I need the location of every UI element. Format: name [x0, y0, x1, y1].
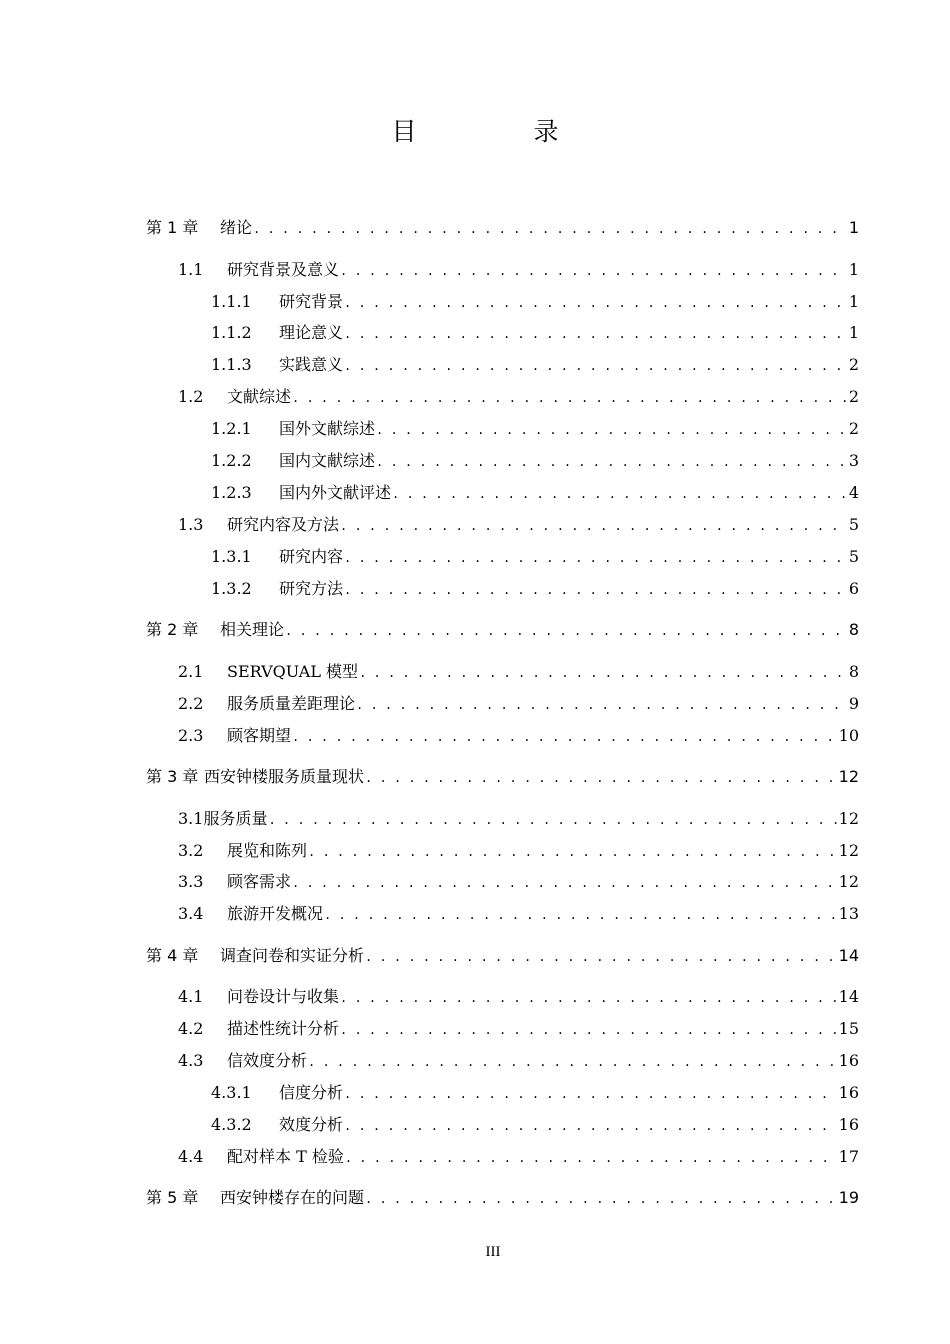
toc-leader-dots — [359, 661, 847, 685]
toc-number: 第 3 章 — [146, 767, 199, 786]
toc-title: 描述性统计分析 — [227, 1019, 340, 1038]
toc-title: 西安钟楼存在的问题 — [220, 1188, 365, 1207]
toc-leader-dots — [365, 945, 837, 969]
toc-page-number: 15 — [838, 1019, 859, 1038]
toc-leader-dots — [344, 1082, 837, 1106]
toc-number: 1.1.2 — [211, 323, 252, 342]
toc-page-number: 2 — [848, 419, 859, 438]
toc-number: 第 4 章 — [146, 946, 199, 965]
toc-entry-1-2-1[interactable] — [211, 417, 859, 441]
toc-entry-1-3-2[interactable] — [211, 577, 859, 601]
toc-number: 第 5 章 — [146, 1188, 199, 1207]
toc-number: 1.1.1 — [211, 292, 252, 311]
toc-page-number: 12 — [838, 872, 859, 891]
toc-leader-dots — [365, 766, 837, 790]
toc-title: 研究背景 — [279, 292, 344, 311]
toc-entry-1-3[interactable] — [178, 513, 859, 537]
toc-entry-3-1[interactable] — [178, 807, 859, 831]
toc-leader-dots — [308, 840, 837, 864]
toc-number: 2.2 — [178, 694, 204, 713]
toc-leader-dots — [285, 619, 847, 643]
toc-page-number: 2 — [848, 387, 859, 406]
toc-page-number: 2 — [848, 355, 859, 374]
toc-title: 信度分析 — [279, 1083, 344, 1102]
toc-entry-1-1-2[interactable] — [211, 321, 859, 345]
toc-entry-2-1[interactable] — [178, 660, 859, 684]
toc-page-number: 17 — [838, 1147, 859, 1166]
toc-page-number: 5 — [848, 515, 859, 534]
toc-title: 研究方法 — [279, 579, 344, 598]
toc-page-number: 5 — [848, 547, 859, 566]
toc-entry-4-1[interactable] — [178, 985, 859, 1009]
toc-title: 文献综述 — [227, 387, 292, 406]
toc-entry-chapter-2[interactable] — [146, 618, 859, 642]
toc-number: 3.1 — [178, 809, 204, 828]
toc-title: 问卷设计与收集 — [227, 987, 340, 1006]
toc-entry-1-1-1[interactable] — [211, 290, 859, 314]
toc-title: 配对样本 T 检验 — [227, 1147, 344, 1166]
toc-leader-dots — [340, 259, 847, 283]
toc-entry-1-1-3[interactable] — [211, 353, 859, 377]
toc-page-number: 19 — [838, 1188, 859, 1207]
toc-entry-1-2-2[interactable] — [211, 449, 859, 473]
toc-title: 实践意义 — [279, 355, 344, 374]
toc-page-number: 10 — [838, 726, 859, 745]
toc-leader-dots — [344, 322, 847, 346]
toc-number: 1.2 — [178, 387, 204, 406]
toc-entry-3-3[interactable] — [178, 870, 859, 894]
toc-page-number: 12 — [838, 841, 859, 860]
toc-title: 理论意义 — [279, 323, 344, 342]
toc-page-number: 12 — [838, 767, 859, 786]
toc-title: 绪论 — [220, 218, 253, 237]
toc-entry-4-4[interactable] — [178, 1145, 859, 1169]
toc-number: 4.1 — [178, 987, 204, 1006]
toc-entry-1-2-3[interactable] — [211, 481, 859, 505]
toc-title: 研究内容 — [279, 547, 344, 566]
toc-leader-dots — [340, 1018, 837, 1042]
toc-entry-3-4[interactable] — [178, 902, 859, 926]
toc-leader-dots — [324, 903, 837, 927]
toc-title: 国内外文献评述 — [279, 483, 392, 502]
toc-leader-dots — [292, 871, 837, 895]
toc-number: 3.4 — [178, 904, 204, 923]
toc-leader-dots — [365, 1187, 837, 1211]
toc-number: 3.2 — [178, 841, 204, 860]
toc-leader-dots — [340, 986, 837, 1010]
toc-page-number: 8 — [848, 662, 859, 681]
toc-page-number: 1 — [848, 292, 859, 311]
toc-leader-dots — [344, 546, 847, 570]
toc-number: 1.1.3 — [211, 355, 252, 374]
toc-leader-dots — [376, 418, 847, 442]
toc-title: 西安钟楼服务质量现状 — [204, 767, 365, 786]
toc-number: 3.3 — [178, 872, 204, 891]
toc-entry-4-2[interactable] — [178, 1017, 859, 1041]
toc-entry-2-2[interactable] — [178, 692, 859, 716]
toc-page-number: 1 — [848, 260, 859, 279]
toc-title: 顾客期望 — [227, 726, 292, 745]
toc-number: 4.3.1 — [211, 1083, 252, 1102]
toc-title: 研究背景及意义 — [227, 260, 340, 279]
toc-leader-dots — [392, 482, 847, 506]
toc-entry-chapter-5[interactable] — [146, 1186, 859, 1210]
toc-page-number: 14 — [838, 987, 859, 1006]
toc-leader-dots — [268, 808, 836, 832]
toc-title: 服务质量差距理论 — [227, 694, 356, 713]
toc-number: 1.2.1 — [211, 419, 252, 438]
toc-entry-chapter-4[interactable] — [146, 944, 859, 968]
toc-page-number: 1 — [848, 218, 859, 237]
toc-leader-dots — [345, 1146, 837, 1170]
toc-entry-1-2[interactable] — [178, 385, 859, 409]
toc-leader-dots — [308, 1050, 837, 1074]
toc-title: 调查问卷和实证分析 — [220, 946, 365, 965]
toc-entry-4-3-2[interactable] — [211, 1113, 859, 1137]
toc-title: 相关理论 — [220, 620, 285, 639]
toc-leader-dots — [344, 354, 847, 378]
toc-title: 顾客需求 — [227, 872, 292, 891]
toc-title: 展览和陈列 — [227, 841, 308, 860]
toc-page-number: 6 — [848, 579, 859, 598]
toc-number: 4.3.2 — [211, 1115, 252, 1134]
toc-page-number: 4 — [848, 483, 859, 502]
toc-page-number: 13 — [838, 904, 859, 923]
toc-title: 国外文献综述 — [279, 419, 376, 438]
toc-page-number: 14 — [838, 946, 859, 965]
toc-number: 2.1 — [178, 662, 204, 681]
toc-number: 4.3 — [178, 1051, 204, 1070]
toc-number: 第 1 章 — [146, 218, 199, 237]
toc-leader-dots — [344, 578, 847, 602]
toc-number: 1.3.2 — [211, 579, 252, 598]
toc-title: 旅游开发概况 — [227, 904, 324, 923]
toc-number: 1.3 — [178, 515, 204, 534]
toc-page-number: 3 — [848, 451, 859, 470]
toc-page-number: 16 — [838, 1083, 859, 1102]
toc-entry-chapter-3[interactable] — [146, 765, 859, 789]
toc-number: 1.2.2 — [211, 451, 252, 470]
toc-title: 服务质量 — [203, 809, 268, 828]
toc-entry-4-3[interactable] — [178, 1049, 859, 1073]
toc-page-number: 1 — [848, 323, 859, 342]
toc-entry-chapter-1[interactable] — [146, 216, 859, 240]
toc-page-number: 9 — [848, 694, 859, 713]
toc-title: 信效度分析 — [227, 1051, 308, 1070]
toc-title: 国内文献综述 — [279, 451, 376, 470]
toc-leader-dots — [253, 217, 847, 241]
toc-number: 1.2.3 — [211, 483, 252, 502]
page-footer-number: III — [485, 1244, 501, 1260]
toc-title: 效度分析 — [279, 1115, 344, 1134]
toc-entry-1-3-1[interactable] — [211, 545, 859, 569]
toc-number: 1.3.1 — [211, 547, 252, 566]
toc-entry-2-3[interactable] — [178, 724, 859, 748]
toc-title: 研究内容及方法 — [227, 515, 340, 534]
toc-number: 4.4 — [178, 1147, 204, 1166]
toc-title: SERVQUAL 模型 — [227, 662, 359, 681]
toc-entry-3-2[interactable] — [178, 839, 859, 863]
toc-number: 4.2 — [178, 1019, 204, 1038]
toc-leader-dots — [356, 693, 847, 717]
toc-page-number: 16 — [838, 1051, 859, 1070]
toc-leader-dots — [376, 450, 847, 474]
toc-leader-dots — [344, 1114, 837, 1138]
toc-leader-dots — [344, 291, 847, 315]
toc-leader-dots — [292, 725, 837, 749]
toc-number: 1.1 — [178, 260, 204, 279]
toc-leader-dots — [340, 514, 847, 538]
toc-entry-1-1[interactable] — [178, 258, 859, 282]
toc-leader-dots — [292, 386, 847, 410]
toc-page-number: 16 — [838, 1115, 859, 1134]
toc-page-number: 12 — [838, 809, 859, 828]
toc-entry-4-3-1[interactable] — [211, 1081, 859, 1105]
page-title: 目 录 — [391, 117, 605, 146]
toc-number: 第 2 章 — [146, 620, 199, 639]
toc-number: 2.3 — [178, 726, 204, 745]
toc-page-number: 8 — [848, 620, 859, 639]
